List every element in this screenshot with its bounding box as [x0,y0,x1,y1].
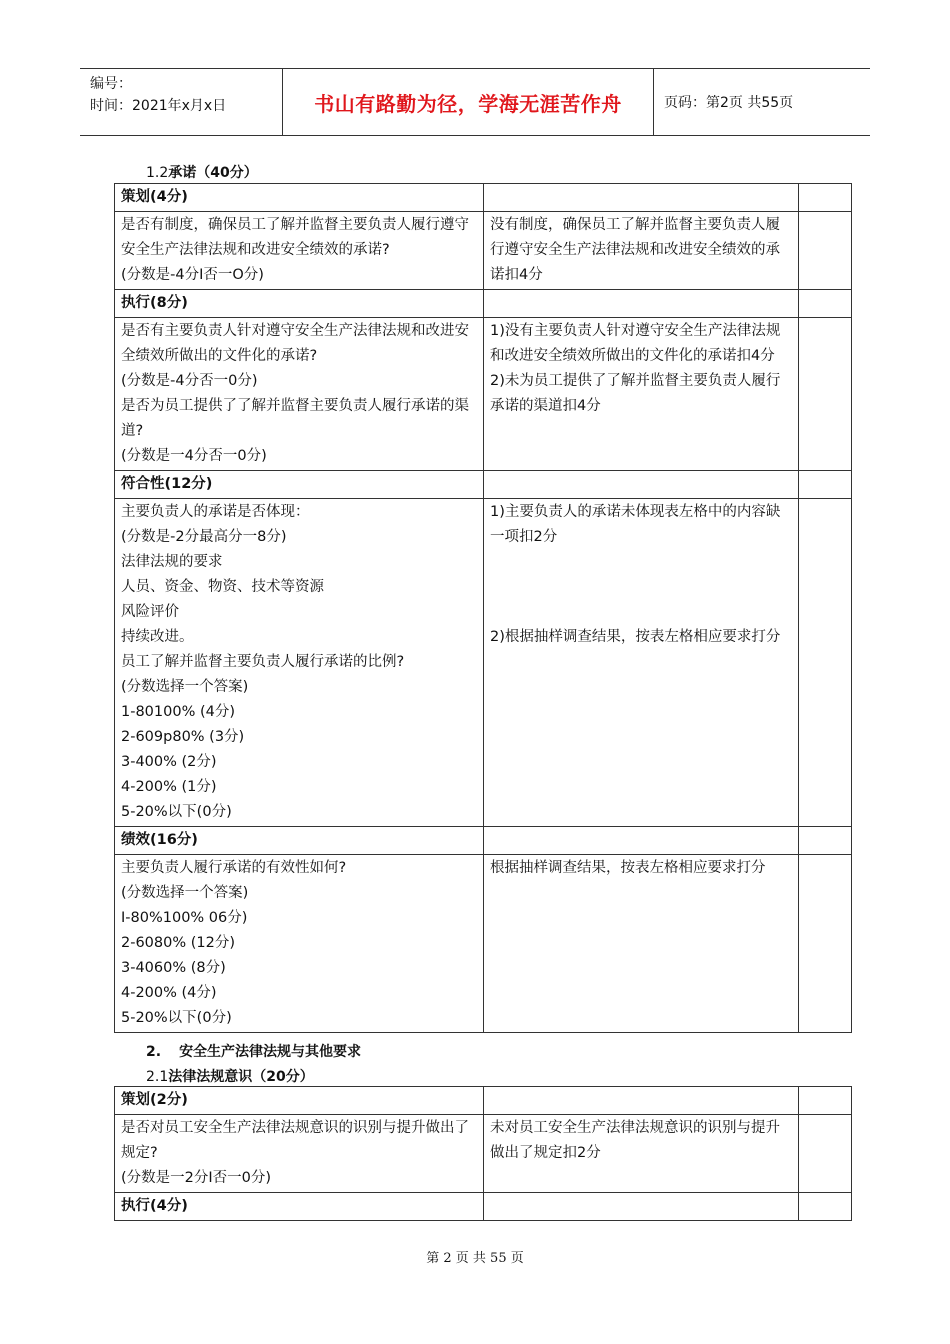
planning-deduction-2: 未对员工安全生产法律法规意识的识别与提升做出了规定扣2分 [484,1115,799,1193]
planning-header: 策划(4分) [115,184,484,212]
section-heading-1-2: 1.2承诺（40分） [146,165,258,181]
planning-deduction: 没有制度，确保员工了解并监督主要负责人履行遵守安全生产法律法规和改进安全绩效的承诺扣4分 [484,212,799,290]
performance-header: 绩效(16分) [115,827,484,855]
execution-criteria: 是否有主要负责人针对遵守安全生产法律法规和改进安全绩效所做出的文件化的承诺? (分数是-4分否一0分) 是否为员工提供了了解并监督主要负责人履行承诺的渠道? (分数是一4分否一0分) [115,318,484,471]
table-row [115,1115,852,1193]
section-heading-2-1: 2.1法律法规意识（20分） [146,1069,314,1085]
legal-awareness-table [114,1086,852,1221]
table-row [115,1193,852,1221]
performance-criteria: 主要负责人履行承诺的有效性如何? (分数选择一个答案) I-80%100% 06分) 2-6080% (12分) 3-4060% (8分) 4-200% (4分) 5-20%以下(0分) [115,855,484,1033]
compliance-header: 符合性(12分) [115,471,484,499]
compliance-deduction: 1)主要负责人的承诺未体现表左格中的内容缺一项扣2分 2)根据抽样调查结果，按表左格相应要求打分 [484,499,799,827]
section-heading-2: 2. 安全生产法律法规与其他要求 [146,1044,362,1060]
document-date-label: 时间：2021年x月x日 [90,98,227,114]
planning-header-2: 策划(2分) [115,1087,484,1115]
table-row [115,827,852,855]
header-info [80,69,282,135]
performance-deduction: 根据抽样调查结果，按表左格相应要求打分 [484,855,799,1033]
compliance-criteria: 主要负责人的承诺是否体现： (分数是-2分最高分一8分) 法律法规的要求 人员、资金、物资、技术等资源 风险评价 持续改进。 员工了解并监督主要负责人履行承诺的比例? (分数选择一个答案) 1-80100% (4分) 2-609p80% (3分) 3-400% (2分) 4-200% (1分) 5-20%以下(0分) [115,499,484,827]
planning-criteria-2: 是否对员工安全生产法律法规意识的识别与提升做出了规定? (分数是一2分I否一0分) [115,1115,484,1193]
page-header [80,68,870,136]
planning-criteria: 是否有制度，确保员工了解并监督主要负责人履行遵守安全生产法律法规和改进安全绩效的承诺? (分数是-4分I否一O分) [115,212,484,290]
header-motto: 书山有路勤为径，学海无涯苦作舟 [314,91,622,116]
table-row [115,290,852,318]
execution-deduction: 1)没有主要负责人针对遵守安全生产法律法规和改进安全绩效所做出的文件化的承诺扣4分 2)未为员工提供了了解并监督主要负责人履行承诺的渠道扣4分 [484,318,799,471]
page-number-label: 页码：第2页 共55页 [664,95,794,111]
table-row [115,1087,852,1115]
table-row [115,499,852,827]
commitment-scoring-table [114,183,852,1033]
document-number-label: 编号： [90,76,132,92]
table-row [115,471,852,499]
table-row [115,212,852,290]
header-motto-cell [282,69,654,135]
page-footer: 第 2 页 共 55 页 [426,1251,524,1266]
table-row [115,318,852,471]
table-row [115,855,852,1033]
execution-header: 执行(8分) [115,290,484,318]
table-row [115,184,852,212]
execution-header-2: 执行(4分) [115,1193,484,1221]
